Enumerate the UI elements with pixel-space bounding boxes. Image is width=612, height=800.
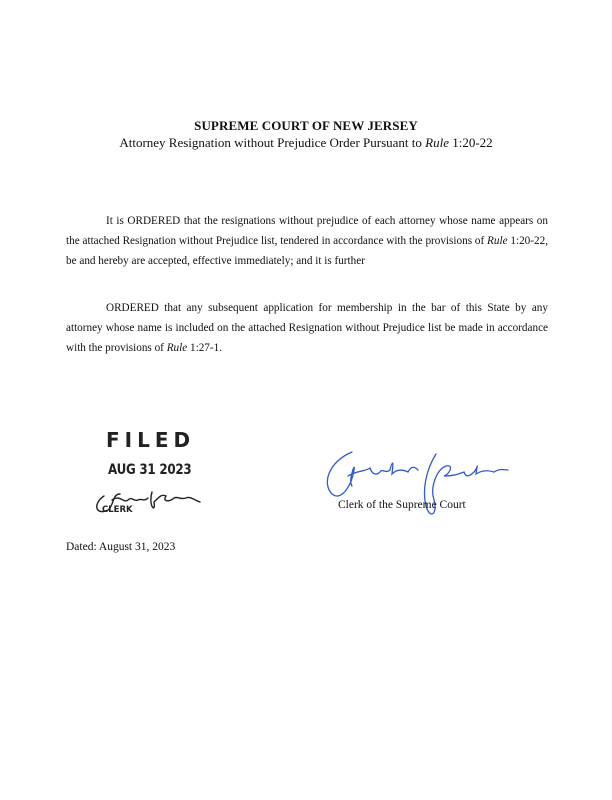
subtitle-prefix: Attorney Resignation without Prejudice Order Pursuant to xyxy=(119,135,426,150)
order-subtitle xyxy=(0,135,612,151)
paragraph1-text-a: It is ORDERED that the resignations without prejudice of each attorney whose name appears on the attached Resignation without Prejudice list, tendered in accordance with the provisions of xyxy=(66,215,548,247)
subtitle-rule: Rule xyxy=(425,135,449,150)
stamp-filed-label: FILED xyxy=(106,428,196,452)
paragraph2-rule: Rule xyxy=(166,342,188,354)
order-paragraph-2 xyxy=(66,298,548,358)
order-paragraph-1 xyxy=(66,211,548,271)
paragraph1-rule: Rule xyxy=(487,235,508,247)
paragraph2-text-a: ORDERED that any subsequent application for membership in the bar of this State by any attorney whose name is included on the attached Resignation without Prejudice list be made in accordance with the provisions of xyxy=(66,302,548,354)
stamp-date: AUG 31 2023 xyxy=(108,462,192,478)
paragraph2-text-b: 1:27-1. xyxy=(187,342,223,354)
clerk-title: Clerk of the Supreme Court xyxy=(338,499,466,511)
dated-line: Dated: August 31, 2023 xyxy=(66,541,176,553)
filed-stamp xyxy=(90,428,220,528)
stamp-clerk-label: CLERK xyxy=(102,505,133,515)
paragraph1-text-b: 1:20-22, be and hereby are accepted, effective immediately; and it is further xyxy=(66,235,548,267)
clerk-signature-icon xyxy=(318,440,538,530)
court-title: SUPREME COURT OF NEW JERSEY xyxy=(194,118,418,133)
subtitle-number: 1:20-22 xyxy=(448,135,493,150)
